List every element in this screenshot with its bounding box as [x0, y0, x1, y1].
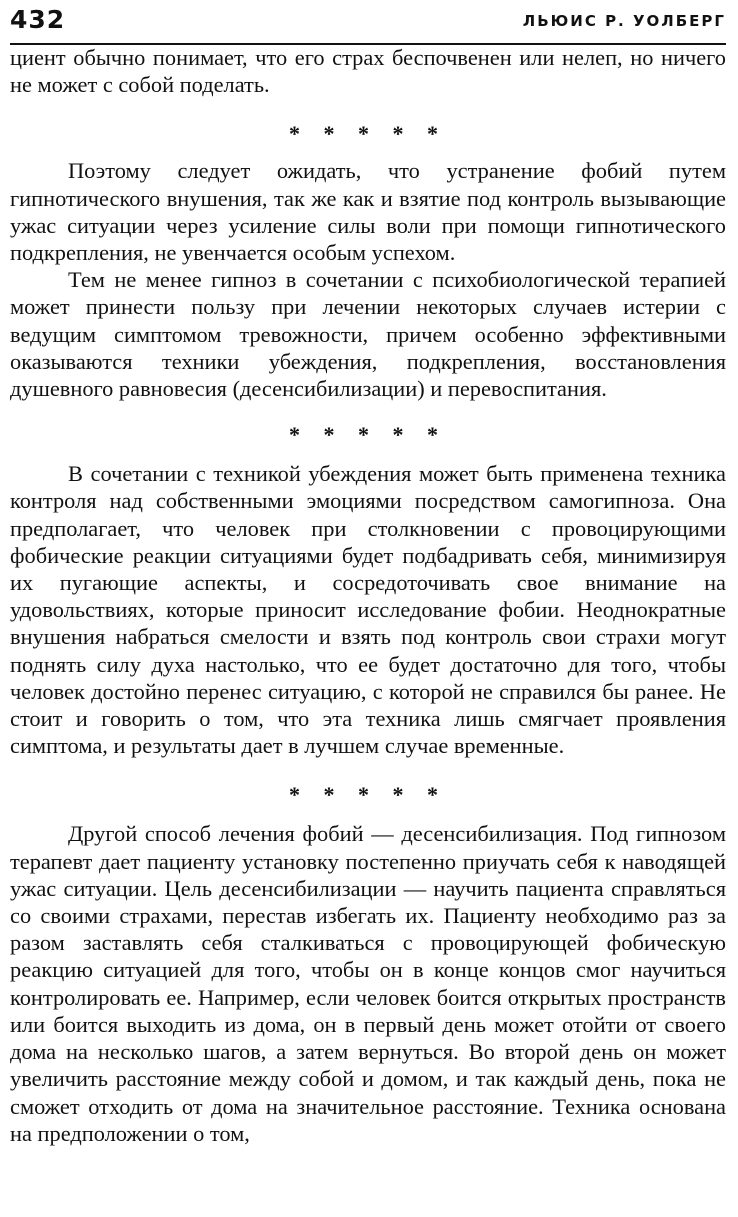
- section-divider: * * * * *: [289, 782, 447, 808]
- paragraph-continued: циент обычно понимает, что его страх беспочвенен или нелеп, но ничего не может с собой поделать.: [10, 45, 726, 98]
- running-head: ЛЬЮИС Р. УОЛБЕРГ: [522, 12, 726, 30]
- paragraph: Поэтому следует ожидать, что устранение фобий путем гипнотического внушения, так же как и взятие под контроль вызывающие ужас ситуации через усиление силы воли при помощи гипнотического подкрепления, не увенчается особым успехом.: [10, 158, 726, 266]
- section-divider: * * * * *: [289, 121, 447, 147]
- body-text: [10, 44, 726, 1147]
- paragraph: В сочетании с техникой убеждения может быть применена техника контроля над собственными эмоциями посредством самогипноза. Она предполагает, что человек при столкновении с провоцирующими фобические реакции ситуациями будет подбадривать себя, минимизируя их пугающие аспекты, и сосредоточивать свое внимание на удовольствиях, которые приносит исследование фобии. Неоднократные внушения набраться смелости и взять под контроль свои страхи могут поднять силу духа настолько, что ее будет достаточно для того, чтобы человек достойно перенес ситуацию, с которой не справился бы ранее. Не стоит и говорить о том, что эта техника лишь смягчает проявления симптома, и результаты дает в лучшем случае временные.: [10, 461, 726, 759]
- page-header: [10, 3, 726, 45]
- section-divider: * * * * *: [289, 422, 447, 448]
- paragraph: Другой способ лечения фобий — десенсибилизация. Под гипнозом терапевт дает пациенту установку постепенно приучать себя к наводящей ужас ситуации. Цель десенсибилизации — научить пациента справляться со своими страхами, перестав избегать их. Пациенту необходимо раз за разом заставлять себя сталкиваться с провоцирующей фобическую реакцию ситуацией для того, чтобы он в конце концов смог научиться контролировать ее. Например, если человек боится открытых пространств или боится выходить из дома, он в первый день может отойти от своего дома на несколько шагов, а затем вернуться. Во второй день он может увеличить расстояние между собой и домом, и так каждый день, пока не сможет отходить от дома на значительное расстояние. Техника основана на предположении о том,: [10, 821, 726, 1146]
- page-number: 432: [10, 5, 66, 34]
- paragraph: Тем не менее гипноз в сочетании с психобиологической терапией может принести пользу при лечении некоторых случаев истерии с ведущим симптомом тревожности, причем особенно эффективными оказываются техники убеждения, подкрепления, восстановления душевного равновесия (десенсибилизации) и перевоспитания.: [10, 267, 726, 402]
